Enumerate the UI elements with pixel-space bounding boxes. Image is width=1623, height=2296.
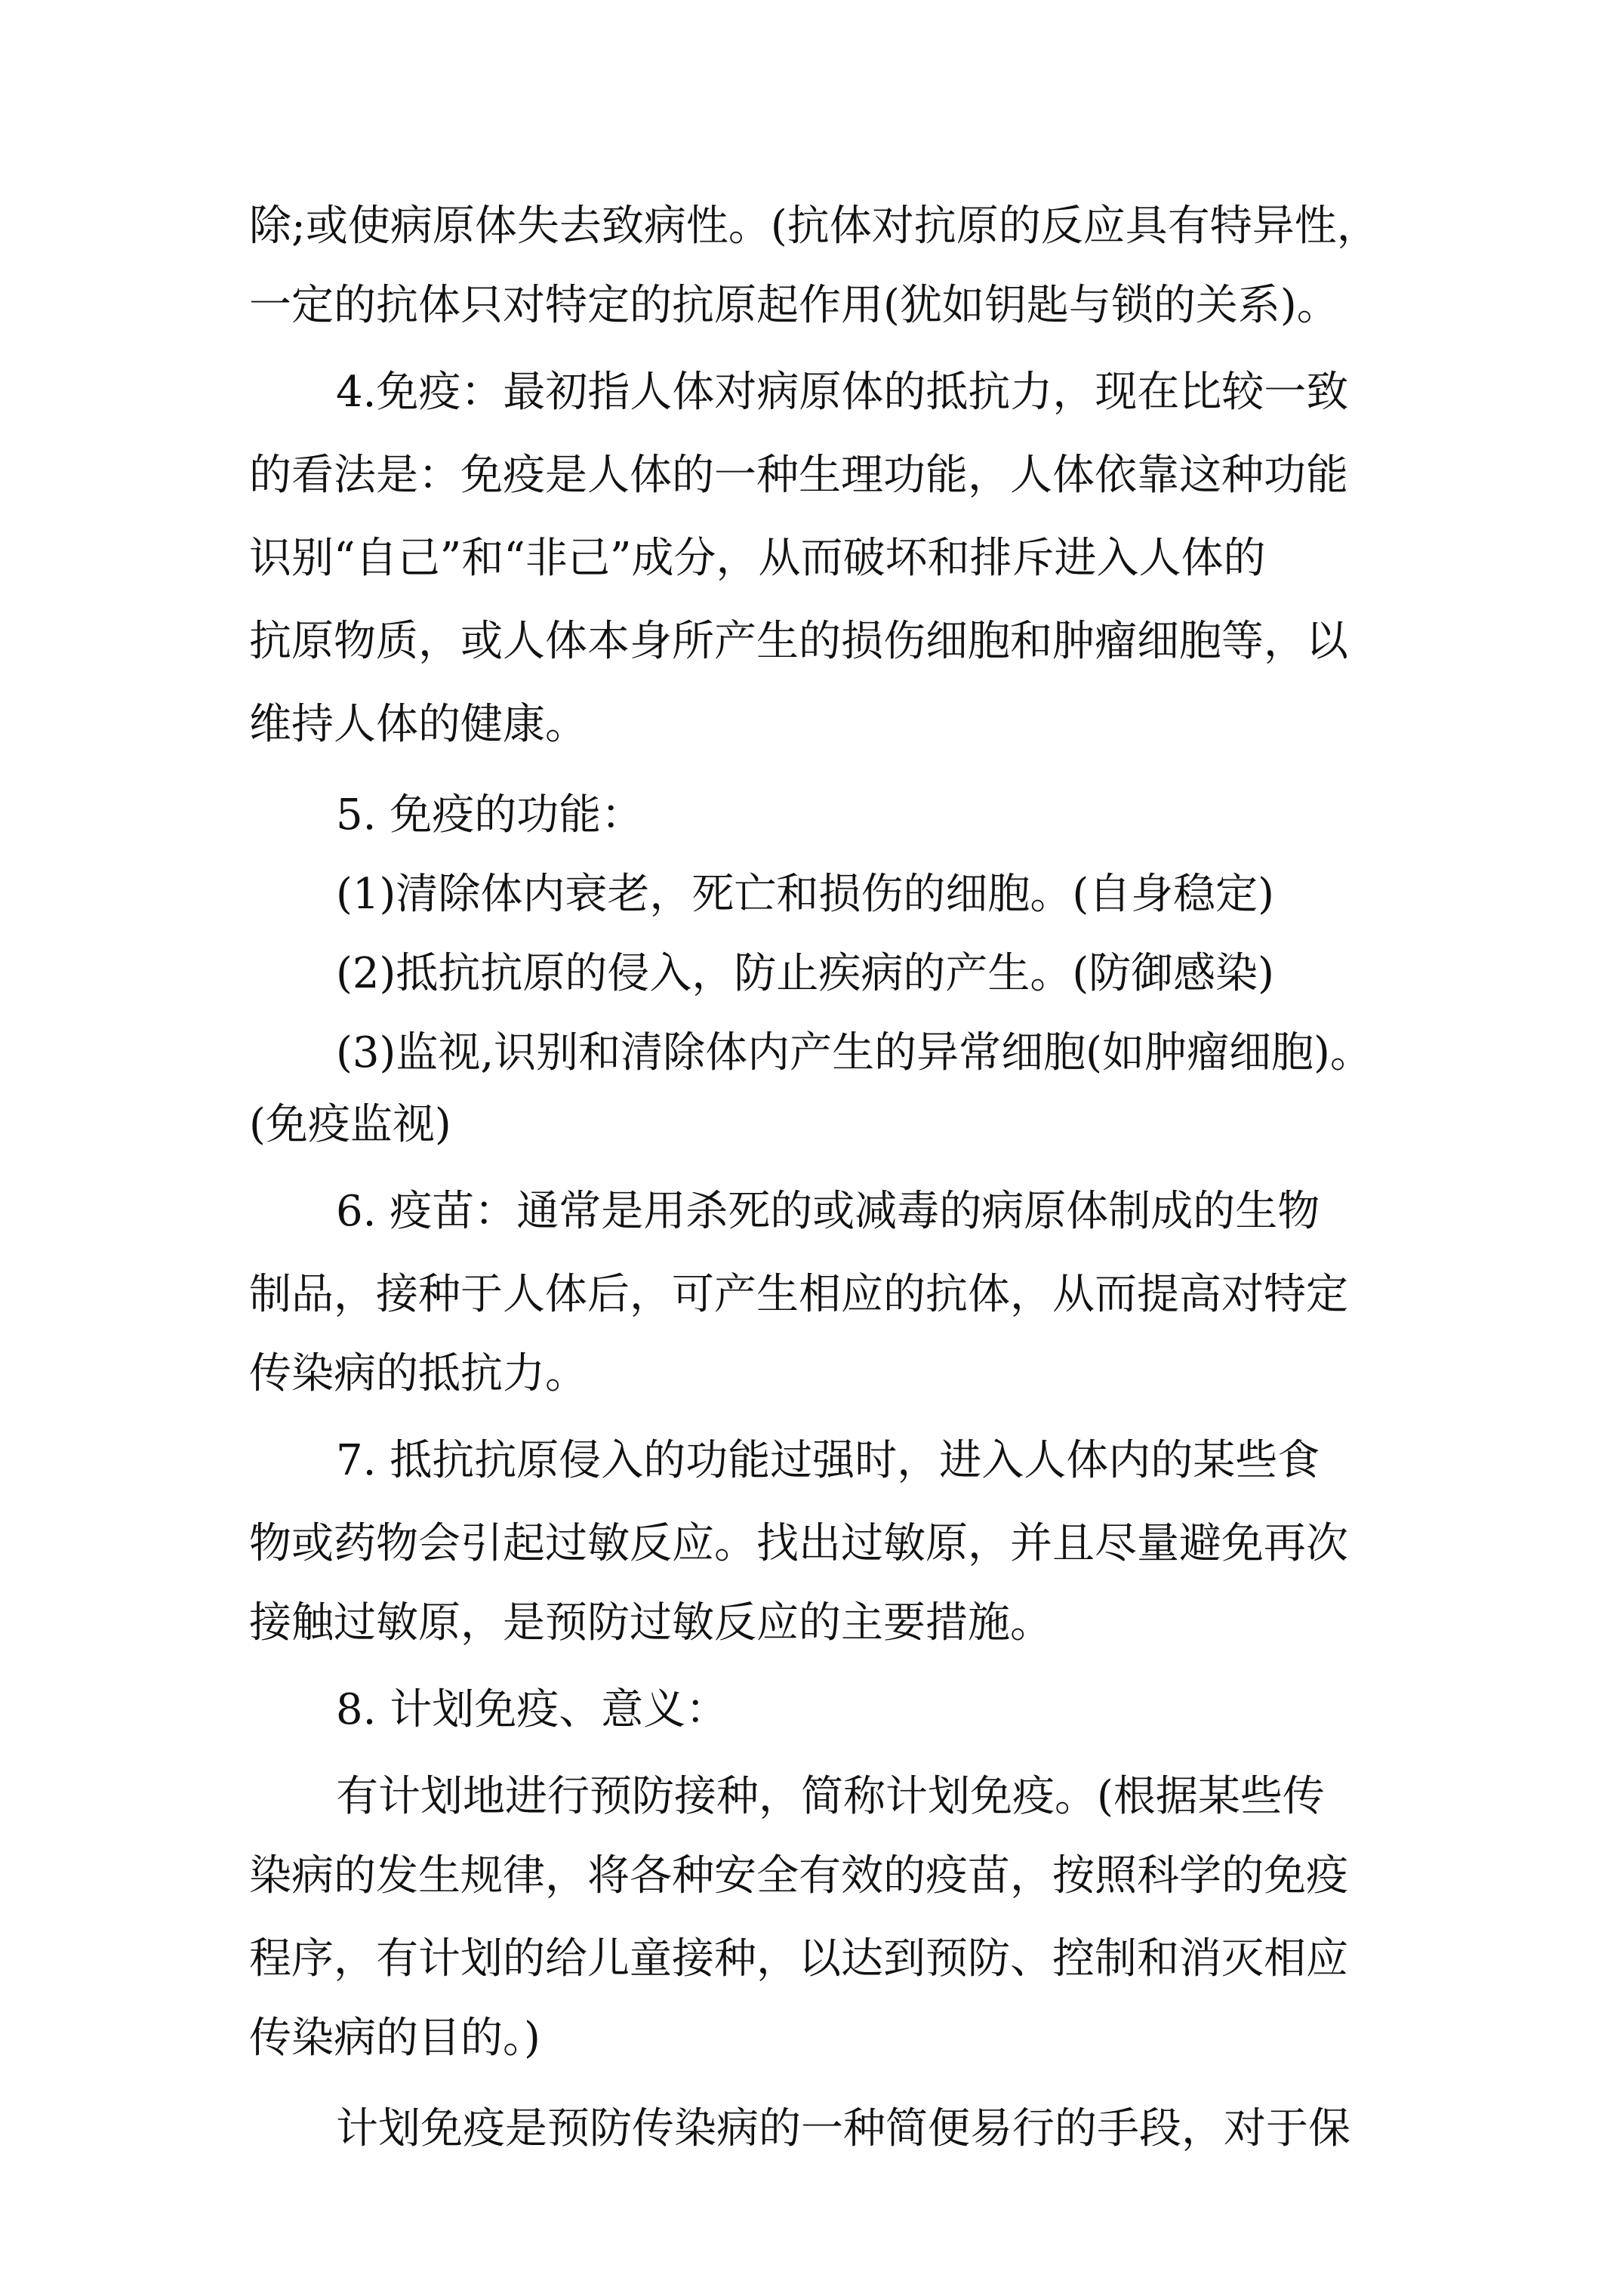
text-line: 的看法是：免疫是人体的一种生理功能，人体依靠这种功能 [249,451,1348,500]
text-line: 物或药物会引起过敏反应。找出过敏原，并且尽量避免再次 [249,1519,1348,1568]
text-line: (1)清除体内衰老，死亡和损伤的细胞。(自身稳定) [336,870,1275,919]
text-line: 8. 计划免疫、意义： [336,1685,728,1734]
text-line: 6. 疫苗：通常是用杀死的或减毒的病原体制成的生物 [336,1187,1320,1236]
text-line: 传染病的抵抗力。 [249,1349,587,1398]
text-line: 接触过敏原，是预防过敏反应的主要措施。 [249,1598,1052,1647]
text-line: 一定的抗体只对特定的抗原起作用(犹如钥匙与锁的关系)。 [249,281,1339,330]
text-line: 维持人体的健康。 [249,700,587,749]
text-line: 抗原物质，或人体本身所产生的损伤细胞和肿瘤细胞等，以 [249,617,1348,666]
text-line: 计划免疫是预防传染病的一种简便易行的手段，对于保 [336,2104,1350,2153]
text-line: (2)抵抗抗原的侵入，防止疾病的产生。(防御感染) [336,949,1275,998]
text-line: 有计划地进行预防接种，简称计划免疫。(根据某些传 [336,1772,1325,1821]
text-line: (3)监视,识别和清除体内产生的异常细胞(如肿瘤细胞)。 [336,1028,1372,1077]
text-line: 识别“自己”和“非己”成分，从而破坏和排斥进入人体的 [249,534,1266,583]
text-line: 传染病的目的。) [249,2014,540,2063]
text-line: 程序，有计划的给儿童接种，以达到预防、控制和消灭相应 [249,1934,1348,1983]
text-line: 除;或使病原体失去致病性。(抗体对抗原的反应具有特异性， [249,202,1379,251]
text-line: 5. 免疫的功能： [336,791,644,840]
text-line: 7. 抵抗抗原侵入的功能过强时，进入人体内的某些食 [336,1436,1320,1485]
text-line: 制品，接种于人体后，可产生相应的抗体，从而提高对特定 [249,1270,1348,1319]
text-line: (免疫监视) [249,1100,451,1149]
text-line: 4.免疫：最初指人体对病原体的抵抗力，现在比较一致 [336,368,1349,417]
text-line: 染病的发生规律，将各种安全有效的疫苗，按照科学的免疫 [249,1851,1348,1900]
